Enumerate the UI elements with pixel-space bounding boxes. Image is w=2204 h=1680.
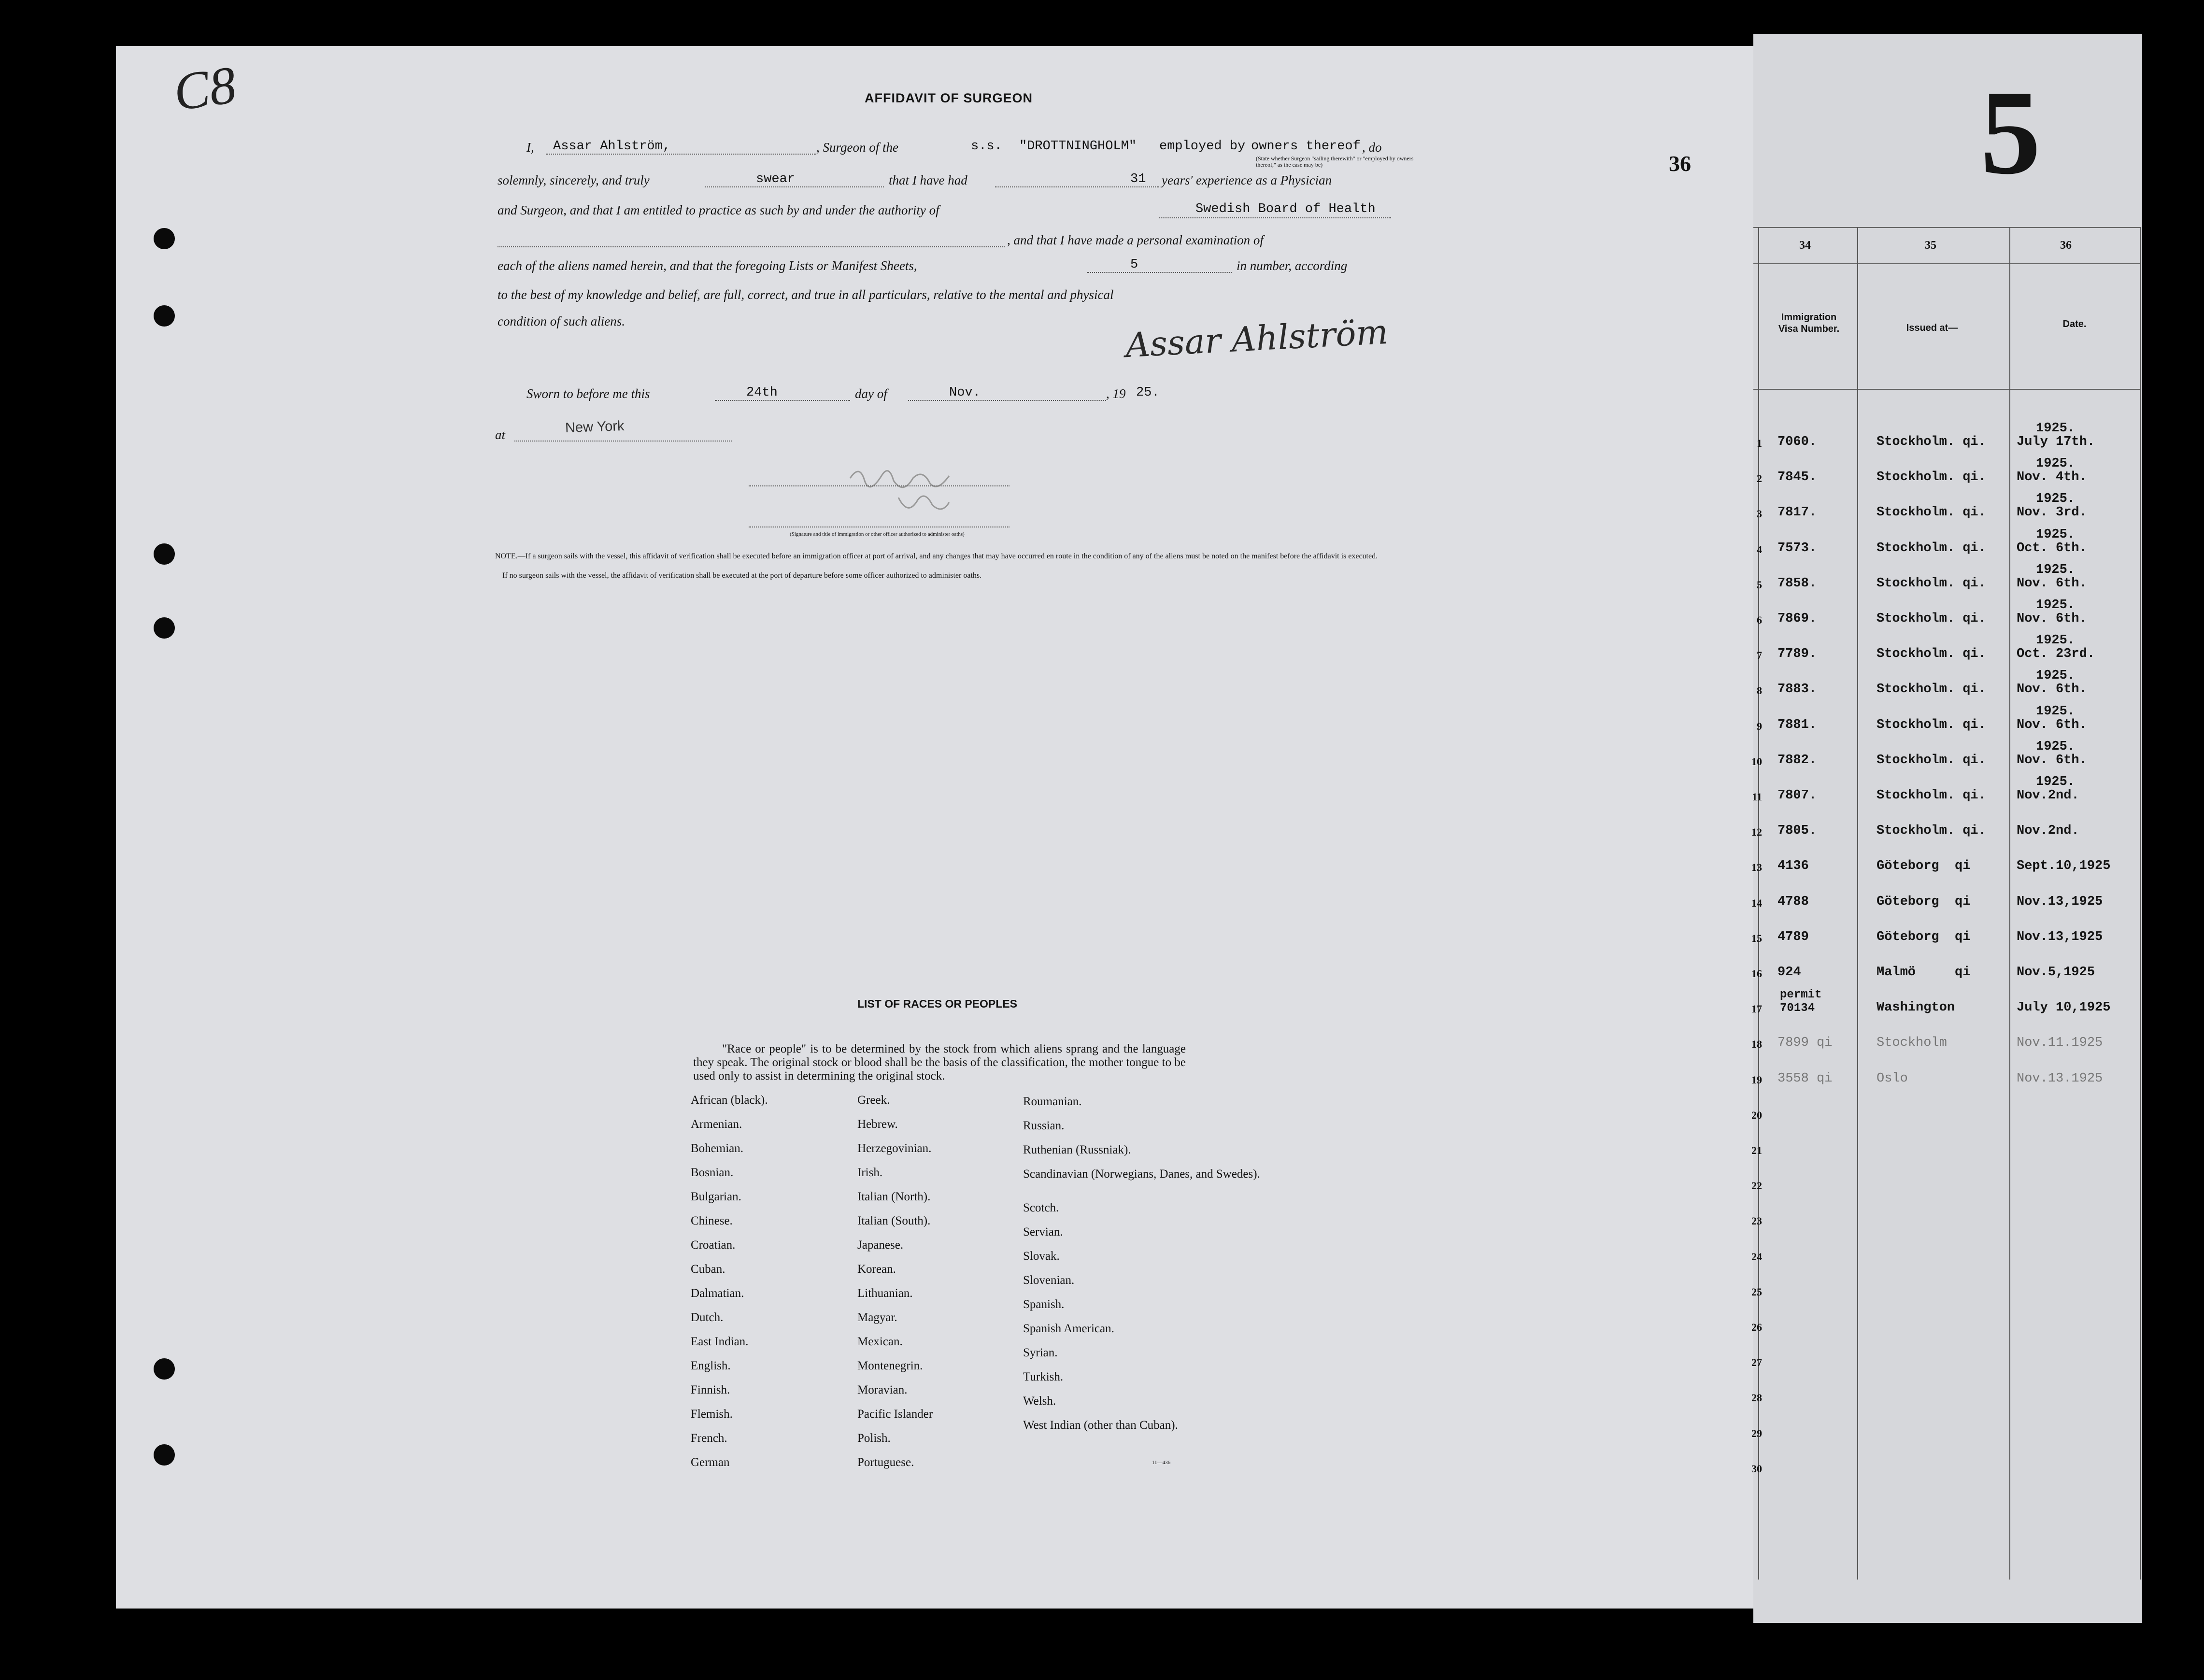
column-header-issued: Issued at— (1906, 323, 1958, 333)
issued-at: Oslo (1877, 1071, 1908, 1086)
table-rule (1753, 389, 2140, 390)
race-item: Moravian. (857, 1383, 908, 1396)
visa-date: Nov.5,1925 (2017, 965, 2095, 980)
visa-number: 924 (1777, 965, 1801, 980)
issued-at: Stockholm. qi. (1877, 647, 1986, 661)
race-item: Herzegovinian. (857, 1142, 932, 1155)
visa-year: 1925. (2036, 527, 2076, 542)
visa-date: Nov.13,1925 (2017, 930, 2103, 944)
visa-year: 1925. (2036, 492, 2076, 506)
sheet-number: 5 (1980, 66, 2041, 199)
row-number: 30 (1751, 1463, 1762, 1475)
column-number: 36 (2060, 239, 2072, 252)
race-item: German (691, 1456, 730, 1469)
races-intro: "Race or people" is to be determined by the stock from which aliens sprang and the language they speak. The original stock or blood shall be the basis of the classification, the mother tongue to be used only to assist in determining the original stock. (693, 1042, 1186, 1082)
visa-number: 4788 (1777, 895, 1809, 909)
row-number: 15 (1751, 932, 1762, 944)
visa-number: 7881. (1777, 718, 1817, 732)
fill-line (1087, 272, 1232, 273)
issued-at: Stockholm. qi. (1877, 718, 1986, 732)
row-number: 7 (1757, 649, 1762, 661)
punch-hole (154, 1358, 175, 1380)
fill-line (498, 246, 1005, 247)
race-item: Mexican. (857, 1335, 903, 1348)
issued-at: Malmö qi (1877, 965, 1971, 980)
punch-hole (154, 1444, 175, 1466)
visa-year: 1925. (2036, 563, 2076, 577)
visa-number: 7573. (1777, 541, 1817, 555)
row-number: 26 (1751, 1321, 1762, 1333)
visa-number: 7789. (1777, 647, 1817, 661)
race-item: Montenegrin. (857, 1359, 923, 1372)
race-item: Greek. (857, 1094, 890, 1107)
visa-year: 1925. (2036, 598, 2076, 612)
race-item: Bulgarian. (691, 1190, 741, 1203)
row-number: 18 (1751, 1038, 1762, 1050)
row-number: 21 (1751, 1144, 1762, 1156)
row-number: 22 (1751, 1180, 1762, 1192)
affidavit-text: , Surgeon of the (816, 140, 898, 155)
races-column-1 (691, 1094, 836, 1481)
visa-number: 4789 (1777, 930, 1809, 944)
issued-at: Stockholm. qi. (1877, 682, 1986, 697)
fill-line (1159, 217, 1391, 218)
row-number: 4 (1757, 543, 1762, 555)
officer-caption: (Signature and title of immigration or other officer authorized to administer oaths) (790, 531, 965, 537)
visa-number: 4136 (1777, 859, 1809, 873)
row-number: 27 (1751, 1356, 1762, 1368)
punch-hole (154, 305, 175, 327)
races-column-2 (857, 1094, 1002, 1481)
affidavit-note: NOTE.—If a surgeon sails with the vessel, this affidavit of verification shall be executed before an immigration officer at port of arrival, and any changes that may have occurred en route in the condition of any of the aliens must be noted on the manifest before the affidavit is executed. (495, 552, 1378, 560)
affidavit-text: in number, according (1237, 258, 1348, 273)
row-number: 3 (1757, 508, 1762, 520)
visa-number: 7845. (1777, 470, 1817, 484)
row-number: 11 (1752, 791, 1762, 803)
race-item: Cuban. (691, 1263, 725, 1276)
races-title: LIST OF RACES OR PEOPLES (857, 997, 1017, 1010)
visa-date: Nov. 4th. (2017, 470, 2087, 484)
race-item: Pacific Islander (857, 1408, 933, 1421)
column-header-visa: Immigration Visa Number. (1778, 312, 1840, 334)
form-number: 11—436 (1152, 1460, 1171, 1466)
affidavit-text: that I have had (889, 173, 967, 187)
row-number: 10 (1751, 755, 1762, 768)
race-item: Korean. (857, 1263, 896, 1276)
table-rule (1753, 227, 2140, 228)
affidavit-text: at (495, 427, 506, 442)
issued-at: Stockholm. qi. (1877, 612, 1986, 626)
affidavit-text: years' experience as a Physician (1162, 173, 1332, 187)
row-number: 28 (1751, 1392, 1762, 1404)
visa-date: July 17th. (2017, 435, 2095, 449)
race-item: Italian (South). (857, 1214, 931, 1227)
race-item: Spanish American. (1023, 1322, 1114, 1335)
race-item: Ruthenian (Russniak). (1023, 1143, 1131, 1156)
race-item: Slovak. (1023, 1250, 1060, 1263)
row-number: 14 (1751, 897, 1762, 909)
fill-line (995, 186, 1159, 187)
visa-date: Oct. 6th. (2017, 541, 2087, 555)
visa-year: 1925. (2036, 740, 2076, 754)
race-item: Slovenian. (1023, 1274, 1075, 1287)
row-number: 2 (1757, 472, 1762, 484)
row-number: 23 (1751, 1215, 1762, 1227)
race-item: Russian. (1023, 1119, 1065, 1132)
sworn-month: Nov. (949, 385, 981, 400)
row-number: 24 (1751, 1251, 1762, 1263)
employment-note: (State whether Surgeon "sailing therewith" or "employed by owners thereof," as the case may be) (1256, 155, 1414, 168)
years-experience: 31 (1130, 172, 1146, 186)
sworn-year: 25. (1136, 385, 1160, 400)
employment: employed by (1159, 139, 1246, 154)
race-item: Magyar. (857, 1311, 897, 1324)
visa-date: Nov.13.1925 (2017, 1071, 2103, 1086)
race-item: Servian. (1023, 1225, 1063, 1239)
officer-signature (811, 459, 1063, 531)
affidavit-text: , 19 (1106, 386, 1126, 401)
sheet-count: 5 (1130, 257, 1138, 272)
visa-date: Sept.10,1925 (2017, 859, 2111, 873)
vessel-name: "DROTTNINGHOLM" (1019, 139, 1137, 154)
race-item: Flemish. (691, 1408, 733, 1421)
punch-hole (154, 617, 175, 639)
issued-at: Stockholm. qi. (1877, 824, 1986, 838)
visa-number: 7060. (1777, 435, 1817, 449)
visa-date: Nov.2nd. (2017, 788, 2079, 803)
column-number: 35 (1925, 239, 1936, 252)
fill-line (705, 186, 884, 187)
row-number: 12 (1751, 826, 1762, 838)
affidavit-title: AFFIDAVIT OF SURGEON (865, 91, 1033, 105)
row-number: 16 (1751, 968, 1762, 980)
affidavit-text: Sworn to before me this (526, 386, 650, 401)
issued-at: Stockholm. qi. (1877, 470, 1986, 484)
affidavit-note: If no surgeon sails with the vessel, the affidavit of verification shall be executed at the port of departure before some officer authorized to administer oaths. (502, 571, 982, 580)
issued-at: Stockholm. qi. (1877, 435, 1986, 449)
affidavit-text: I, (526, 140, 534, 155)
table-rule (1753, 263, 2140, 264)
visa-date: Nov. 6th. (2017, 718, 2087, 732)
race-item: African (black). (691, 1094, 768, 1107)
visa-number: 7882. (1777, 753, 1817, 768)
issued-at: Washington (1877, 1000, 1955, 1015)
visa-year: 1925. (2036, 775, 2076, 789)
visa-number: 7858. (1777, 576, 1817, 591)
issued-at: Göteborg qi (1877, 859, 1971, 873)
row-number: 29 (1751, 1427, 1762, 1439)
surgeon-signature: Assar Ahlström (1124, 312, 1389, 366)
race-item: French. (691, 1432, 727, 1445)
visa-year: 1925. (2036, 633, 2076, 648)
race-item: Irish. (857, 1166, 883, 1179)
race-item: Polish. (857, 1432, 891, 1445)
column-number: 34 (1799, 239, 1811, 252)
fill-line (749, 485, 1010, 486)
race-item: Dalmatian. (691, 1287, 744, 1300)
visa-date: Nov. 3rd. (2017, 505, 2087, 520)
race-item: Spanish. (1023, 1298, 1065, 1311)
race-item: English. (691, 1359, 731, 1372)
affidavit-text: to the best of my knowledge and belief, are full, correct, and true in all particulars, relative to the mental and physical (498, 287, 1114, 302)
visa-number: 7883. (1777, 682, 1817, 697)
vessel-prefix: s.s. (971, 139, 1002, 154)
row-number: 5 (1757, 579, 1762, 591)
visa-number: 3558 qi (1777, 1071, 1833, 1086)
race-item: Syrian. (1023, 1346, 1058, 1359)
race-item: Bohemian. (691, 1142, 744, 1155)
race-item: Chinese. (691, 1214, 733, 1227)
column-header-date: Date. (2062, 319, 2087, 329)
visa-date: Oct. 23rd. (2017, 647, 2095, 661)
surgeon-name: Assar Ahlström, (553, 139, 671, 154)
margin-mark: C8 (170, 55, 240, 122)
issued-at: Stockholm (1877, 1036, 1947, 1050)
races-column-3 (1023, 1095, 1260, 1453)
issued-at: Stockholm. qi. (1877, 505, 1986, 520)
oath-type: swear (756, 172, 796, 186)
visa-year: 1925. (2036, 456, 2076, 471)
affidavit-text: day of (855, 386, 887, 401)
visa-number: permit 70134 (1780, 988, 1822, 1015)
race-item: Italian (North). (857, 1190, 931, 1203)
affidavit-text: condition of such aliens. (498, 314, 625, 328)
fill-line (715, 400, 850, 401)
fill-line (546, 154, 816, 155)
affidavit-text: and Surgeon, and that I am entitled to practice as such by and under the authority of (498, 203, 939, 217)
race-item: Turkish. (1023, 1370, 1064, 1383)
visa-number: 7899 qi (1777, 1036, 1833, 1050)
issued-at: Stockholm. qi. (1877, 788, 1986, 803)
affidavit-text: each of the aliens named herein, and that the foregoing Lists or Manifest Sheets, (498, 258, 917, 273)
visa-date: Nov.11.1925 (2017, 1036, 2103, 1050)
authority: Swedish Board of Health (1195, 202, 1376, 216)
page-number: 36 (1669, 151, 1691, 176)
visa-number: 7807. (1777, 788, 1817, 803)
issued-at: Göteborg qi (1877, 930, 1971, 944)
row-number: 13 (1751, 861, 1762, 873)
issued-at: Stockholm. qi. (1877, 753, 1986, 768)
race-item: Japanese. (857, 1239, 904, 1252)
row-number: 6 (1757, 614, 1762, 626)
visa-year: 1925. (2036, 421, 2076, 436)
visa-date: Nov. 6th. (2017, 576, 2087, 591)
race-item: Scandinavian (Norwegians, Danes, and Swedes). (1023, 1167, 1260, 1181)
punch-hole (154, 228, 175, 249)
visa-number: 7805. (1777, 824, 1817, 838)
visa-date: Nov. 6th. (2017, 682, 2087, 697)
race-item: Dutch. (691, 1311, 724, 1324)
race-item: Welsh. (1023, 1395, 1056, 1408)
race-item: Portuguese. (857, 1456, 914, 1469)
race-item: Hebrew. (857, 1118, 898, 1131)
issued-at: Göteborg qi (1877, 895, 1971, 909)
race-item: Bosnian. (691, 1166, 734, 1179)
race-item: East Indian. (691, 1335, 749, 1348)
affidavit-text: solemnly, sincerely, and truly (498, 173, 650, 187)
race-item: Finnish. (691, 1383, 730, 1396)
visa-date: Nov. 6th. (2017, 612, 2087, 626)
visa-date: Nov.2nd. (2017, 824, 2079, 838)
punch-hole (154, 543, 175, 565)
table-rule (1857, 227, 1858, 1580)
visa-year: 1925. (2036, 704, 2076, 719)
issued-at: Stockholm. qi. (1877, 541, 1986, 555)
fill-line (908, 400, 1106, 401)
visa-year: 1925. (2036, 669, 2076, 683)
sworn-day: 24th (746, 385, 778, 400)
affidavit-text: , do (1362, 140, 1382, 155)
race-item: Lithuanian. (857, 1287, 913, 1300)
table-rule (2009, 227, 2010, 1580)
issued-at: Stockholm. qi. (1877, 576, 1986, 591)
row-number: 17 (1751, 1003, 1762, 1015)
table-rule (2140, 227, 2141, 1580)
race-item: Roumanian. (1023, 1095, 1082, 1108)
visa-date: July 10,1925 (2017, 1000, 2111, 1015)
row-number: 1 (1757, 437, 1762, 449)
employer: owners thereof (1251, 139, 1361, 154)
row-number: 25 (1751, 1286, 1762, 1298)
visa-number: 7817. (1777, 505, 1817, 520)
affidavit-text: , and that I have made a personal examination of (1007, 233, 1264, 247)
race-item: Scotch. (1023, 1201, 1059, 1214)
row-number: 19 (1751, 1074, 1762, 1086)
visa-date: Nov. 6th. (2017, 753, 2087, 768)
race-item: Armenian. (691, 1118, 742, 1131)
row-number: 8 (1757, 684, 1762, 697)
race-item: Croatian. (691, 1239, 736, 1252)
visa-number: 7869. (1777, 612, 1817, 626)
visa-date: Nov.13,1925 (2017, 895, 2103, 909)
row-number: 9 (1757, 720, 1762, 732)
row-number: 20 (1751, 1109, 1762, 1121)
race-item: West Indian (other than Cuban). (1023, 1419, 1178, 1432)
sworn-place: New York (565, 418, 625, 436)
